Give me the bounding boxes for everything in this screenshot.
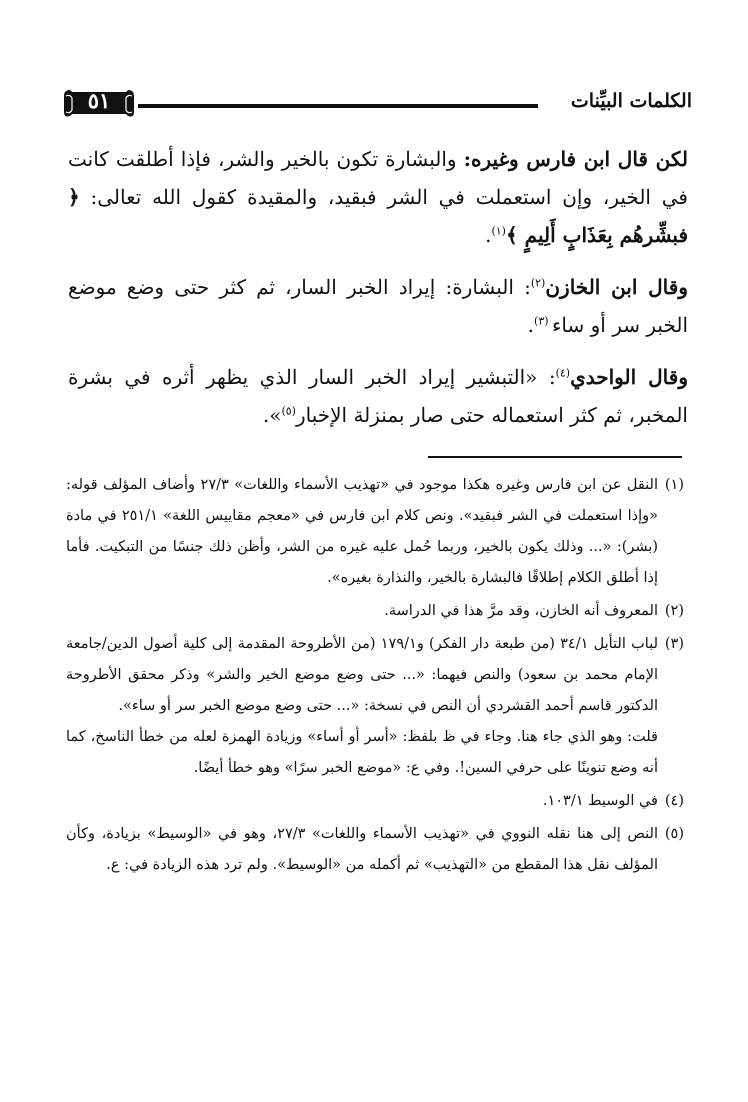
paragraph bbox=[68, 358, 688, 434]
footnote-number: (١) bbox=[664, 477, 684, 493]
footnote-comment: قلت: وهو الذي جاء هنا. وجاء في ظ بلفظ: «أسر أو أساء» وزيادة الهمزة لعله من خطأ الناسخ، كما أنه وضع تنوينًا على حرفي السين!. وفي ع: «موضع الخبر سرًا» وهو خطأ أيضًا. bbox=[66, 729, 658, 776]
paragraph-text: : «التبشير إيراد الخبر السار الذي يظهر أثره في بشرة المخبر، ثم كثر استعماله حتى صار بمنزلة الإخبار bbox=[68, 365, 688, 427]
paragraph-tail: ». bbox=[262, 403, 282, 427]
paragraph bbox=[68, 140, 688, 254]
paragraph-tail: . bbox=[485, 223, 492, 247]
footnote-text: المعروف أنه الخازن، وقد مرَّ هذا في الدراسة. bbox=[384, 603, 658, 619]
footnotes bbox=[66, 470, 684, 883]
footnote-text: لباب التأيل ٣٤/١ (من طبعة دار الفكر) و١٧٩/١ (من الأطروحة المقدمة إلى كلية أصول الدين/جامعة الإمام محمد بن سعود) والنص فيهما: «... حتى وضع موضع الخير والشر» وذكر محقق الأطروحة الدكتور قاسم أحمد القشردي أن النص في نسخة: «... حتى وضع موضع الخبر سر أو ساء». bbox=[66, 636, 658, 714]
page-number-badge bbox=[62, 86, 136, 120]
paragraph-lead: وقال الواحدي bbox=[570, 365, 688, 389]
quran-verse: ﴿ فبشِّرهُم بِعَذَابٍ أَلِيمٍ ﴾ bbox=[68, 185, 688, 247]
footnote-number: (٤) bbox=[664, 793, 684, 809]
footnote-ref[interactable]: (٥) bbox=[281, 404, 296, 418]
page-number: ٥١ bbox=[87, 88, 111, 113]
footnote-ref[interactable]: (٣) bbox=[534, 314, 553, 328]
paragraph-lead: لكن قال ابن فارس وغيره: bbox=[463, 147, 688, 171]
paragraph-lead: وقال ابن الخازن bbox=[545, 275, 688, 299]
paragraph bbox=[68, 268, 688, 344]
running-title: الكلمات البيِّنات bbox=[570, 90, 692, 112]
footnote-separator bbox=[428, 456, 682, 458]
footnote-ref[interactable]: (١) bbox=[491, 224, 506, 238]
footnote bbox=[66, 819, 684, 881]
footnote-ref[interactable]: (٢) bbox=[530, 276, 546, 290]
footnote-number: (٥) bbox=[664, 826, 684, 842]
footnote-text: النقل عن ابن فارس وغيره هكذا موجود في «تهذيب الأسماء واللغات» ٢٧/٣ وأضاف المؤلف قوله: «وإذا استعملت في الشر فبقيد». ونص كلام ابن فارس في «معجم مقاييس اللغة» ٢٥١/١ في مادة (بشر): «... وذلك يكون بالخير، وربما حُمل عليه غيره من الشر، وأظن ذلك جنسًا من التبكيت. فأما إذا أطلق الكلام إطلاقًا فالبشارة بالخير، والنذارة بغيره». bbox=[66, 477, 658, 586]
paragraph-text: : البشارة: إيراد الخبر السار، ثم كثر حتى وضع موضع الخبر سر أو ساء bbox=[68, 275, 688, 337]
footnote bbox=[66, 596, 684, 627]
header-rule bbox=[138, 104, 538, 108]
page-header bbox=[60, 84, 692, 124]
paragraph-tail: . bbox=[527, 313, 535, 337]
footnote-number: (٢) bbox=[664, 603, 684, 619]
footnote bbox=[66, 470, 684, 594]
footnote-ref[interactable]: (٤) bbox=[555, 366, 571, 380]
footnote-text: في الوسيط ١٠٣/١. bbox=[542, 793, 658, 809]
main-text bbox=[68, 140, 688, 448]
footnote-number: (٣) bbox=[664, 636, 684, 652]
footnote bbox=[66, 629, 684, 784]
footnote-text: النص إلى هنا نقله النووي في «تهذيب الأسماء واللغات» ٢٧/٣، وهو في «الوسيط» بزيادة، وكأن المؤلف نقل هذا المقطع من «التهذيب» ثم أكمله من «الوسيط». ولم ترد هذه الزيادة في: ع. bbox=[66, 826, 658, 873]
paragraph-text: والبشارة تكون بالخير والشر، فإذا أطلقت كانت في الخير، وإن استعملت في الشر فبقيد، والمقيدة كقول الله تعالى: bbox=[68, 147, 688, 209]
footnote bbox=[66, 786, 684, 817]
